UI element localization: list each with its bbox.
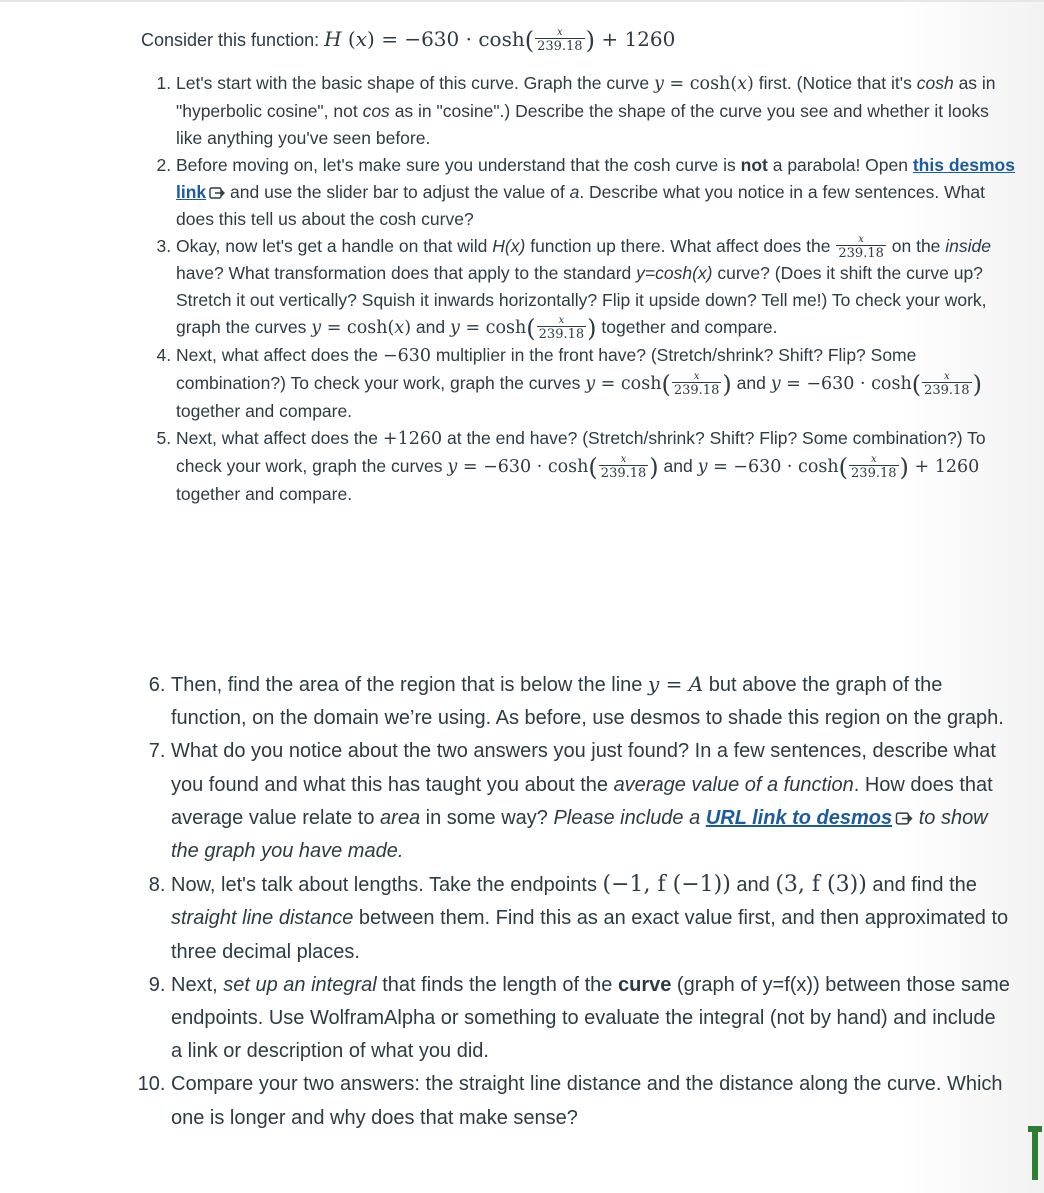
intro-line (141, 27, 675, 53)
fraction-x-over-239-18: $\frac{x}{239.18}$ (838, 233, 884, 261)
question-1: 1. Let's start with the basic shape of this curve. Graph the curve y = cosh(x) first. (Notice that it's cosh as in "hyperbolic cosine", not cos as in "cosine".) Describe the shape of the curve you see and whether it looks like anything you've seen before. (176, 70, 1016, 152)
question-10: 10. Compare your two answers: the straight line distance and the distance along the curve. Which one is longer and why does that make sense? (171, 1068, 1011, 1134)
question-list-part-2 (140, 668, 1011, 1135)
question-5: 5. Next, what affect does the +1260 at the end have? (Stretch/shrink? Shift? Flip? Some combination?) To check your work, graph the curves y = −630 · cosh( $\frac{x}{239.18}$ ) and y = −630 · cosh( $\frac{x}{239.18}$ ) + 1260 together and compare. (176, 425, 1016, 508)
question-4: 4. Next, what affect does the −630 multiplier in the front have? (Stretch/shrink? Shift? Flip? Some combination?) To check your work, graph the curves y = cosh( $\frac{x}{239.18}$ ) and y = −630 · cosh( $\frac{x}{239.18}$ ) together and compare. (176, 342, 1016, 425)
function-definition: H (x) = −630 · cosh( $\frac{x}{239.18}$ ) + 1260 (324, 26, 676, 55)
question-2: 2. Before moving on, let's make sure you understand that the cosh curve is not a parabola! Open this desmos link and use the slider bar to adjust the value of a. Describe what you notice in a few sentences. What does this tell us about the cosh curve? (176, 152, 1016, 233)
desmos-link[interactable]: this desmos link (176, 155, 1015, 202)
url-link-to-desmos[interactable]: URL link to desmos (705, 806, 893, 829)
intro-lead: Consider this function: (141, 30, 320, 50)
question-list-part-1 (150, 70, 1016, 508)
text-cursor-icon (1028, 1126, 1042, 1180)
question-6: 6. Then, find the area of the region that is below the line y = A but above the graph of the function, on the domain we’re using. As before, use desmos to shade this region on the graph. (171, 668, 1011, 735)
question-7: 7. What do you notice about the two answers you just found? In a few sentences, describe what you found and what this has taught you about the average value of a function. How does that average value relate to area in some way? Please include a URL link to desmos to show the graph you have made. (171, 735, 1011, 868)
question-9: 9. Next, set up an integral that finds the length of the curve (graph of y=f(x)) between those same endpoints. Use WolframAlpha or something to evaluate the integral (not by hand) and include a link or description of what you did. (171, 969, 1011, 1069)
question-8: 8. Now, let's talk about lengths. Take the endpoints (−1, f (−1)) and (3, f (3)) and find the straight line distance between them. Find this as an exact value first, and then approximated to three decimal places. (171, 868, 1011, 969)
top-divider (0, 0, 1044, 2)
question-3: 3. Okay, now let's get a handle on that wild H(x) function up there. What affect does the $\frac{x}{239.18}$ on the inside have? What transformation does that apply to the standard y=cosh(x) curve? (Does it shift the curve up? Stretch it out vertically? Squish it inwards horizontally? Flip it upside down? Tell me!) To check your work, graph the curves y = cosh(x) and y = cosh( $\frac{x}{239.18}$ ) together and compare. (176, 233, 1016, 342)
external-link-icon (895, 811, 913, 826)
external-link-icon (209, 186, 225, 200)
fraction-x-over-239-18: $\frac{x}{239.18}$ (537, 27, 583, 54)
